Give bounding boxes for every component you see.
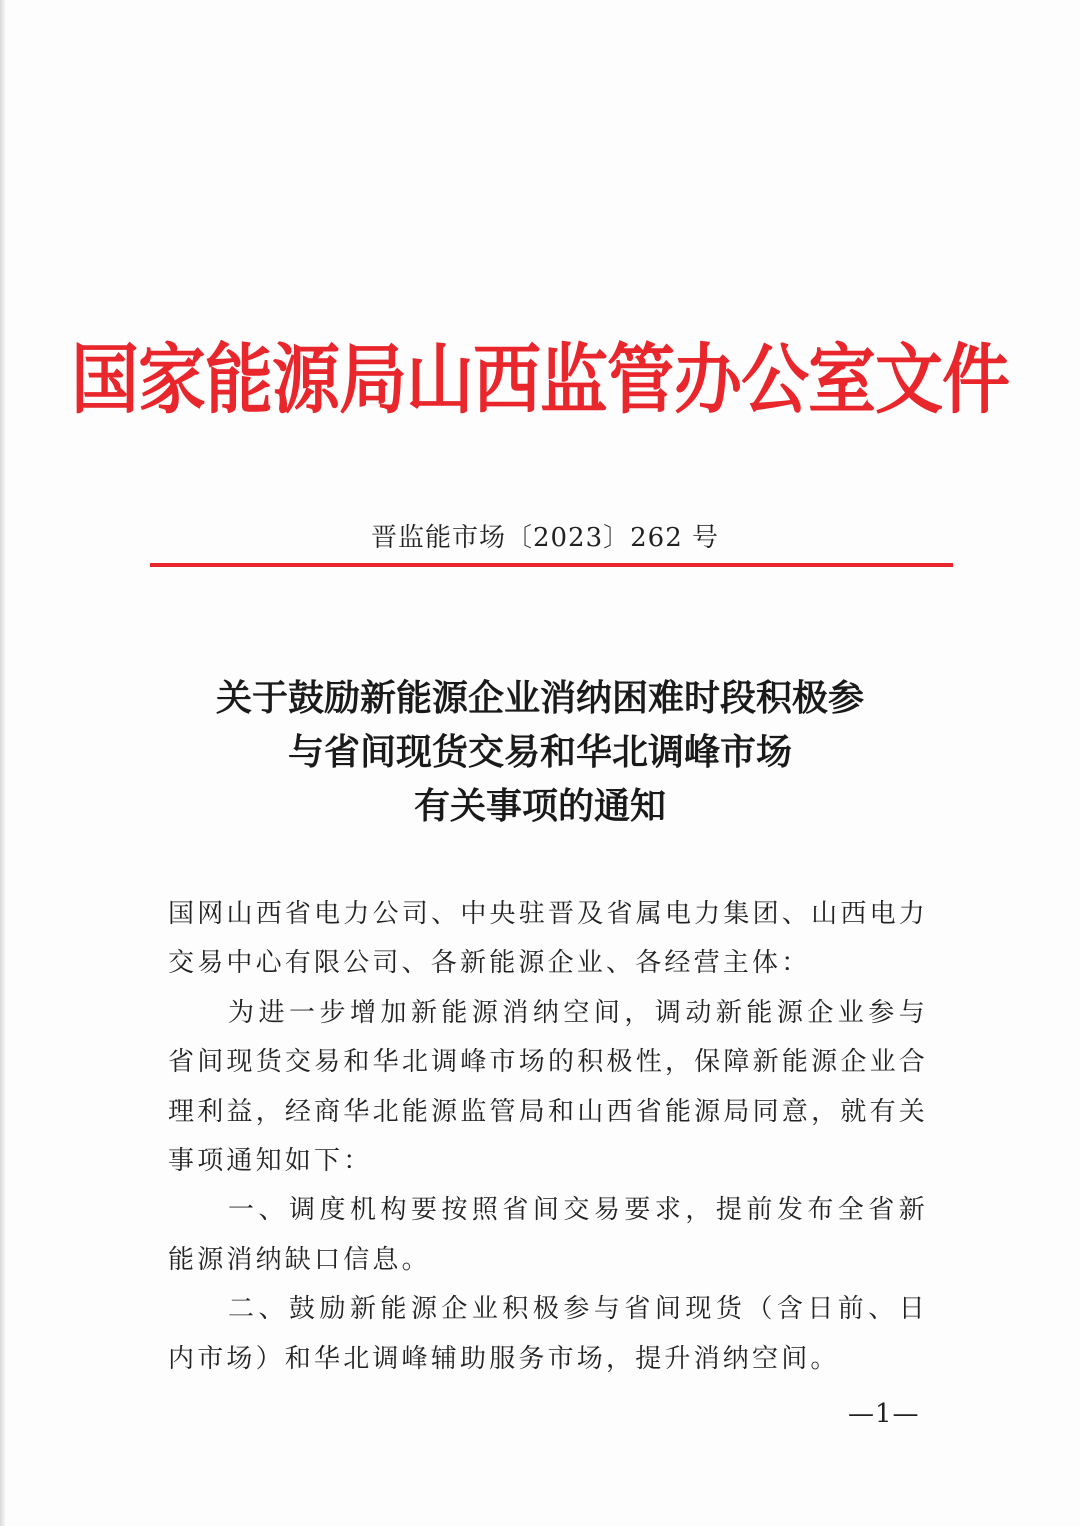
body-paragraph-item-1: 一、调度机构要按照省间交易要求，提前发布全省新能源消纳缺口信息。 bbox=[168, 1195, 928, 1275]
title-line-2: 与省间现货交易和华北调峰市场 bbox=[287, 732, 792, 773]
recipients-paragraph: 国网山西省电力公司、中央驻晋及省属电力集团、山西电力交易中心有限公司、各新能源企业、各经营主体： bbox=[168, 899, 928, 979]
document-title bbox=[150, 672, 930, 834]
page-edge-shadow bbox=[0, 0, 6, 1526]
red-separator-line bbox=[150, 563, 953, 567]
title-line-3: 有关事项的通知 bbox=[413, 786, 666, 827]
body-paragraph-item-2: 二、鼓励新能源企业积极参与省间现货（含日前、日内市场）和华北调峰辅助服务市场，提升消纳空间。 bbox=[168, 1294, 928, 1374]
body-paragraph-intro: 为进一步增加新能源消纳空间，调动新能源企业参与省间现货交易和华北调峰市场的积极性，保障新能源企业合理利益，经商华北能源监管局和山西省能源局同意，就有关事项通知如下： bbox=[168, 997, 928, 1177]
document-number: 晋监能市场〔2023〕262 号 bbox=[370, 523, 720, 553]
page-number: —1— bbox=[848, 1399, 920, 1429]
document-body bbox=[168, 890, 928, 1384]
issuing-authority-header: 国家能源局山西监管办公室文件 bbox=[70, 335, 1009, 425]
title-line-1: 关于鼓励新能源企业消纳困难时段积极参 bbox=[215, 678, 864, 719]
